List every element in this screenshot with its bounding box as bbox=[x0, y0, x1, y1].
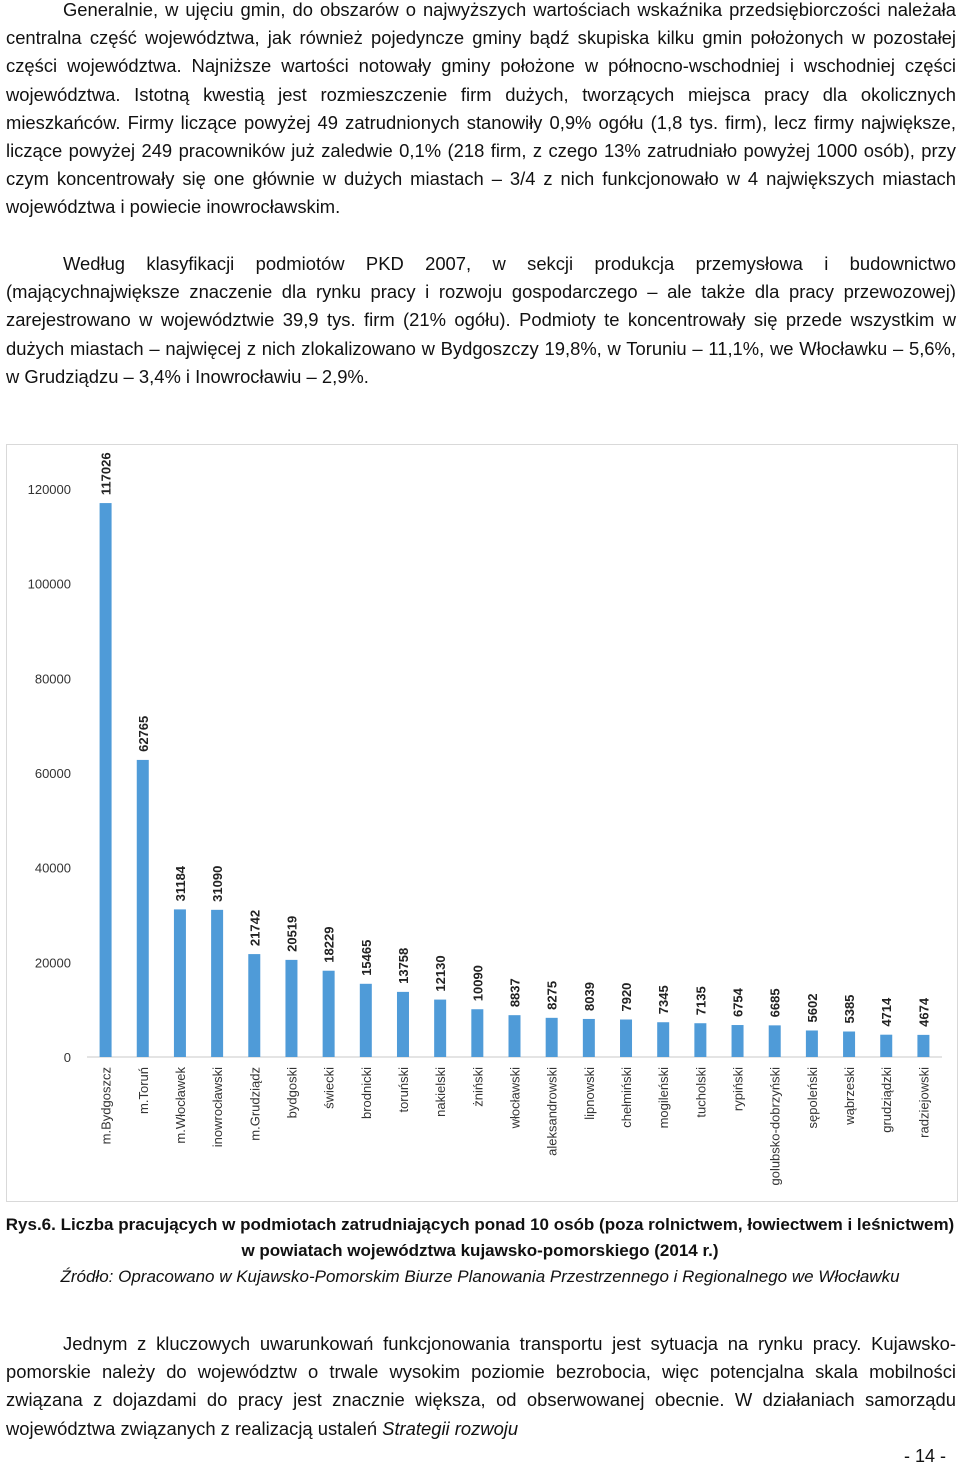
bar bbox=[248, 954, 260, 1057]
category-label: nakielski bbox=[433, 1067, 449, 1117]
category-label: m.Włocławek bbox=[172, 1067, 188, 1144]
bar bbox=[806, 1030, 818, 1057]
y-axis bbox=[28, 482, 71, 1065]
bar bbox=[917, 1035, 929, 1057]
x-axis-labels bbox=[99, 1067, 932, 1186]
data-label: 7135 bbox=[693, 986, 709, 1016]
category-label: radziejowski bbox=[916, 1067, 932, 1138]
category-label: wąbrzeski bbox=[842, 1067, 858, 1125]
category-label: inowrocławski bbox=[210, 1067, 226, 1148]
category-label: świecki bbox=[321, 1067, 337, 1109]
data-label: 31184 bbox=[172, 865, 188, 902]
data-label: 20519 bbox=[284, 915, 300, 952]
category-label: włocławski bbox=[507, 1067, 523, 1129]
bar bbox=[620, 1020, 632, 1057]
category-label: m.Toruń bbox=[135, 1067, 151, 1114]
bar bbox=[509, 1015, 521, 1057]
bar bbox=[434, 1000, 446, 1057]
y-tick-label: 0 bbox=[63, 1050, 71, 1065]
bar bbox=[211, 910, 223, 1057]
data-label: 4674 bbox=[916, 997, 932, 1027]
y-tick-label: 60000 bbox=[34, 766, 71, 781]
data-label: 7920 bbox=[619, 982, 635, 1012]
data-label: 10090 bbox=[470, 965, 486, 1002]
figure-caption: Rys.6. Liczba pracujących w podmiotach zatrudniających ponad 10 osób (poza rolnictwem, łowiectwem i leśnictwem) w powiatach województwa kujawsko-pomorskiego (2014 r.) bbox=[5, 1215, 955, 1260]
data-label: 6685 bbox=[767, 988, 783, 1018]
bar bbox=[694, 1023, 706, 1057]
data-label: 8275 bbox=[544, 980, 560, 1010]
category-label: brodnicki bbox=[358, 1067, 374, 1120]
paragraph-pkd: Według klasyfikacji podmiotów PKD 2007, w sekcji produkcja przemysłowa i budownictwo (mającychnajwiększe znaczenie dla rynku pracy i rozwoju gospodarczego – ale także dla pracy przewozowej) zarejestrowano w województwie 39,9 tys. firm (21% ogółu). Podmioty te koncentrowały się przede wszystkim w dużych miastach – najwięcej z nich zlokalizowano w Bydgoszczy 19,8%, w Toruniu – 11,1%, we Włocławku – 5,6%, w Grudziądzu – 3,4% i Inowrocławiu – 2,9%. bbox=[6, 253, 956, 387]
data-label: 7345 bbox=[656, 985, 672, 1015]
bar bbox=[843, 1032, 855, 1057]
category-label: m.Grudziądz bbox=[247, 1067, 263, 1141]
category-label: sępoleński bbox=[804, 1067, 820, 1129]
paragraph-transport-text: Jednym z kluczowych uwarunkowań funkcjonowania transportu jest sytuacja na rynku pracy. Kujawsko-pomorskie należy do województw o trwale wysokim poziomie bezrobocia, więc potencjalna skala mobilności związana z dojazdami do pracy jest znacznie większa, od obserwowanej obecnie. W działaniach samorządu województwa związanych z realizacją ustaleń bbox=[6, 1333, 956, 1439]
strategy-title: Strategii rozwoju bbox=[382, 1417, 519, 1439]
category-label: aleksandrowski bbox=[544, 1067, 560, 1156]
data-label: 13758 bbox=[395, 947, 411, 984]
data-label: 31090 bbox=[210, 865, 226, 902]
data-label: 21742 bbox=[247, 909, 263, 947]
category-label: mogileński bbox=[656, 1067, 672, 1129]
category-label: m.Bydgoszcz bbox=[98, 1067, 114, 1145]
y-tick-label: 120000 bbox=[27, 482, 71, 497]
data-label: 8837 bbox=[507, 978, 523, 1008]
bar bbox=[285, 960, 297, 1057]
bar-chart bbox=[7, 445, 957, 1201]
bar bbox=[174, 909, 186, 1057]
paragraph-transport bbox=[6, 1330, 956, 1443]
bar bbox=[397, 992, 409, 1057]
y-tick-label: 80000 bbox=[34, 671, 71, 687]
bar bbox=[657, 1022, 669, 1057]
figure-source: Źródło: Opracowano w Kujawsko-Pomorskim Biurze Planowania Przestrzennego i Regionalnego we Włocławku bbox=[60, 1267, 900, 1286]
data-label: 62765 bbox=[135, 715, 151, 752]
bar bbox=[732, 1025, 744, 1057]
data-label: 6754 bbox=[730, 988, 746, 1018]
bar bbox=[583, 1019, 595, 1057]
category-label: golubsko-dobrzyński bbox=[767, 1067, 783, 1186]
bar-chart-frame bbox=[6, 444, 958, 1202]
data-label: 5602 bbox=[804, 993, 820, 1023]
category-label: grudziądzki bbox=[879, 1067, 895, 1133]
category-label: toruński bbox=[395, 1067, 411, 1113]
data-label: 15465 bbox=[358, 939, 374, 976]
bar bbox=[471, 1009, 483, 1057]
category-label: żniński bbox=[470, 1067, 486, 1107]
bar bbox=[769, 1025, 781, 1057]
bar bbox=[546, 1018, 558, 1057]
y-tick-label: 100000 bbox=[27, 576, 71, 592]
data-label: 4714 bbox=[879, 997, 895, 1027]
bar bbox=[360, 984, 372, 1057]
data-label: 18229 bbox=[321, 926, 337, 963]
paragraph-intro: Generalnie, w ujęciu gmin, do obszarów o najwyższych wartościach wskaźnika przedsiębiorczości należała centralna część województwa, jak również pojedyncze gminy bądź skupiska kilku gmin położonych w pozostałej części województwa. Najniższe wartości notowały gminy położone w północno-wschodniej i wschodniej części województwa. Istotną kwestią jest rozmieszczenie firm dużych, tworzących miejsca pracy dla okolicznych mieszkańców. Firmy liczące powyżej 49 zatrudnionych stanowiły 0,9% ogółu (1,8 tys. firm), lecz firmy największe, liczące powyżej 249 pracowników już zaledwie 0,1% (218 firm, z czego 13% zatrudniało powyżej 1000 osób), przy czym koncentrowały się one głównie w dużych miastach – 3/4 z nich funkcjonowało w 4 największych miastach województwa i powiecie inowrocławskim. bbox=[6, 0, 956, 218]
data-label: 12130 bbox=[433, 955, 449, 992]
data-label: 5385 bbox=[842, 994, 858, 1024]
bars-group bbox=[99, 452, 932, 1057]
data-label: 117026 bbox=[98, 452, 114, 496]
category-label: chełmiński bbox=[619, 1067, 635, 1128]
category-label: tucholski bbox=[693, 1067, 709, 1118]
data-label: 8039 bbox=[581, 982, 597, 1011]
y-tick-label: 20000 bbox=[34, 955, 71, 971]
y-tick-label: 40000 bbox=[34, 860, 71, 876]
category-label: bydgoski bbox=[284, 1067, 300, 1119]
bar bbox=[323, 971, 335, 1057]
category-label: lipnowski bbox=[581, 1067, 597, 1120]
bar bbox=[137, 760, 149, 1057]
category-label: rypiński bbox=[730, 1067, 746, 1112]
bar bbox=[880, 1035, 892, 1057]
page-number: - 14 - bbox=[903, 1446, 946, 1466]
bar bbox=[100, 503, 112, 1057]
